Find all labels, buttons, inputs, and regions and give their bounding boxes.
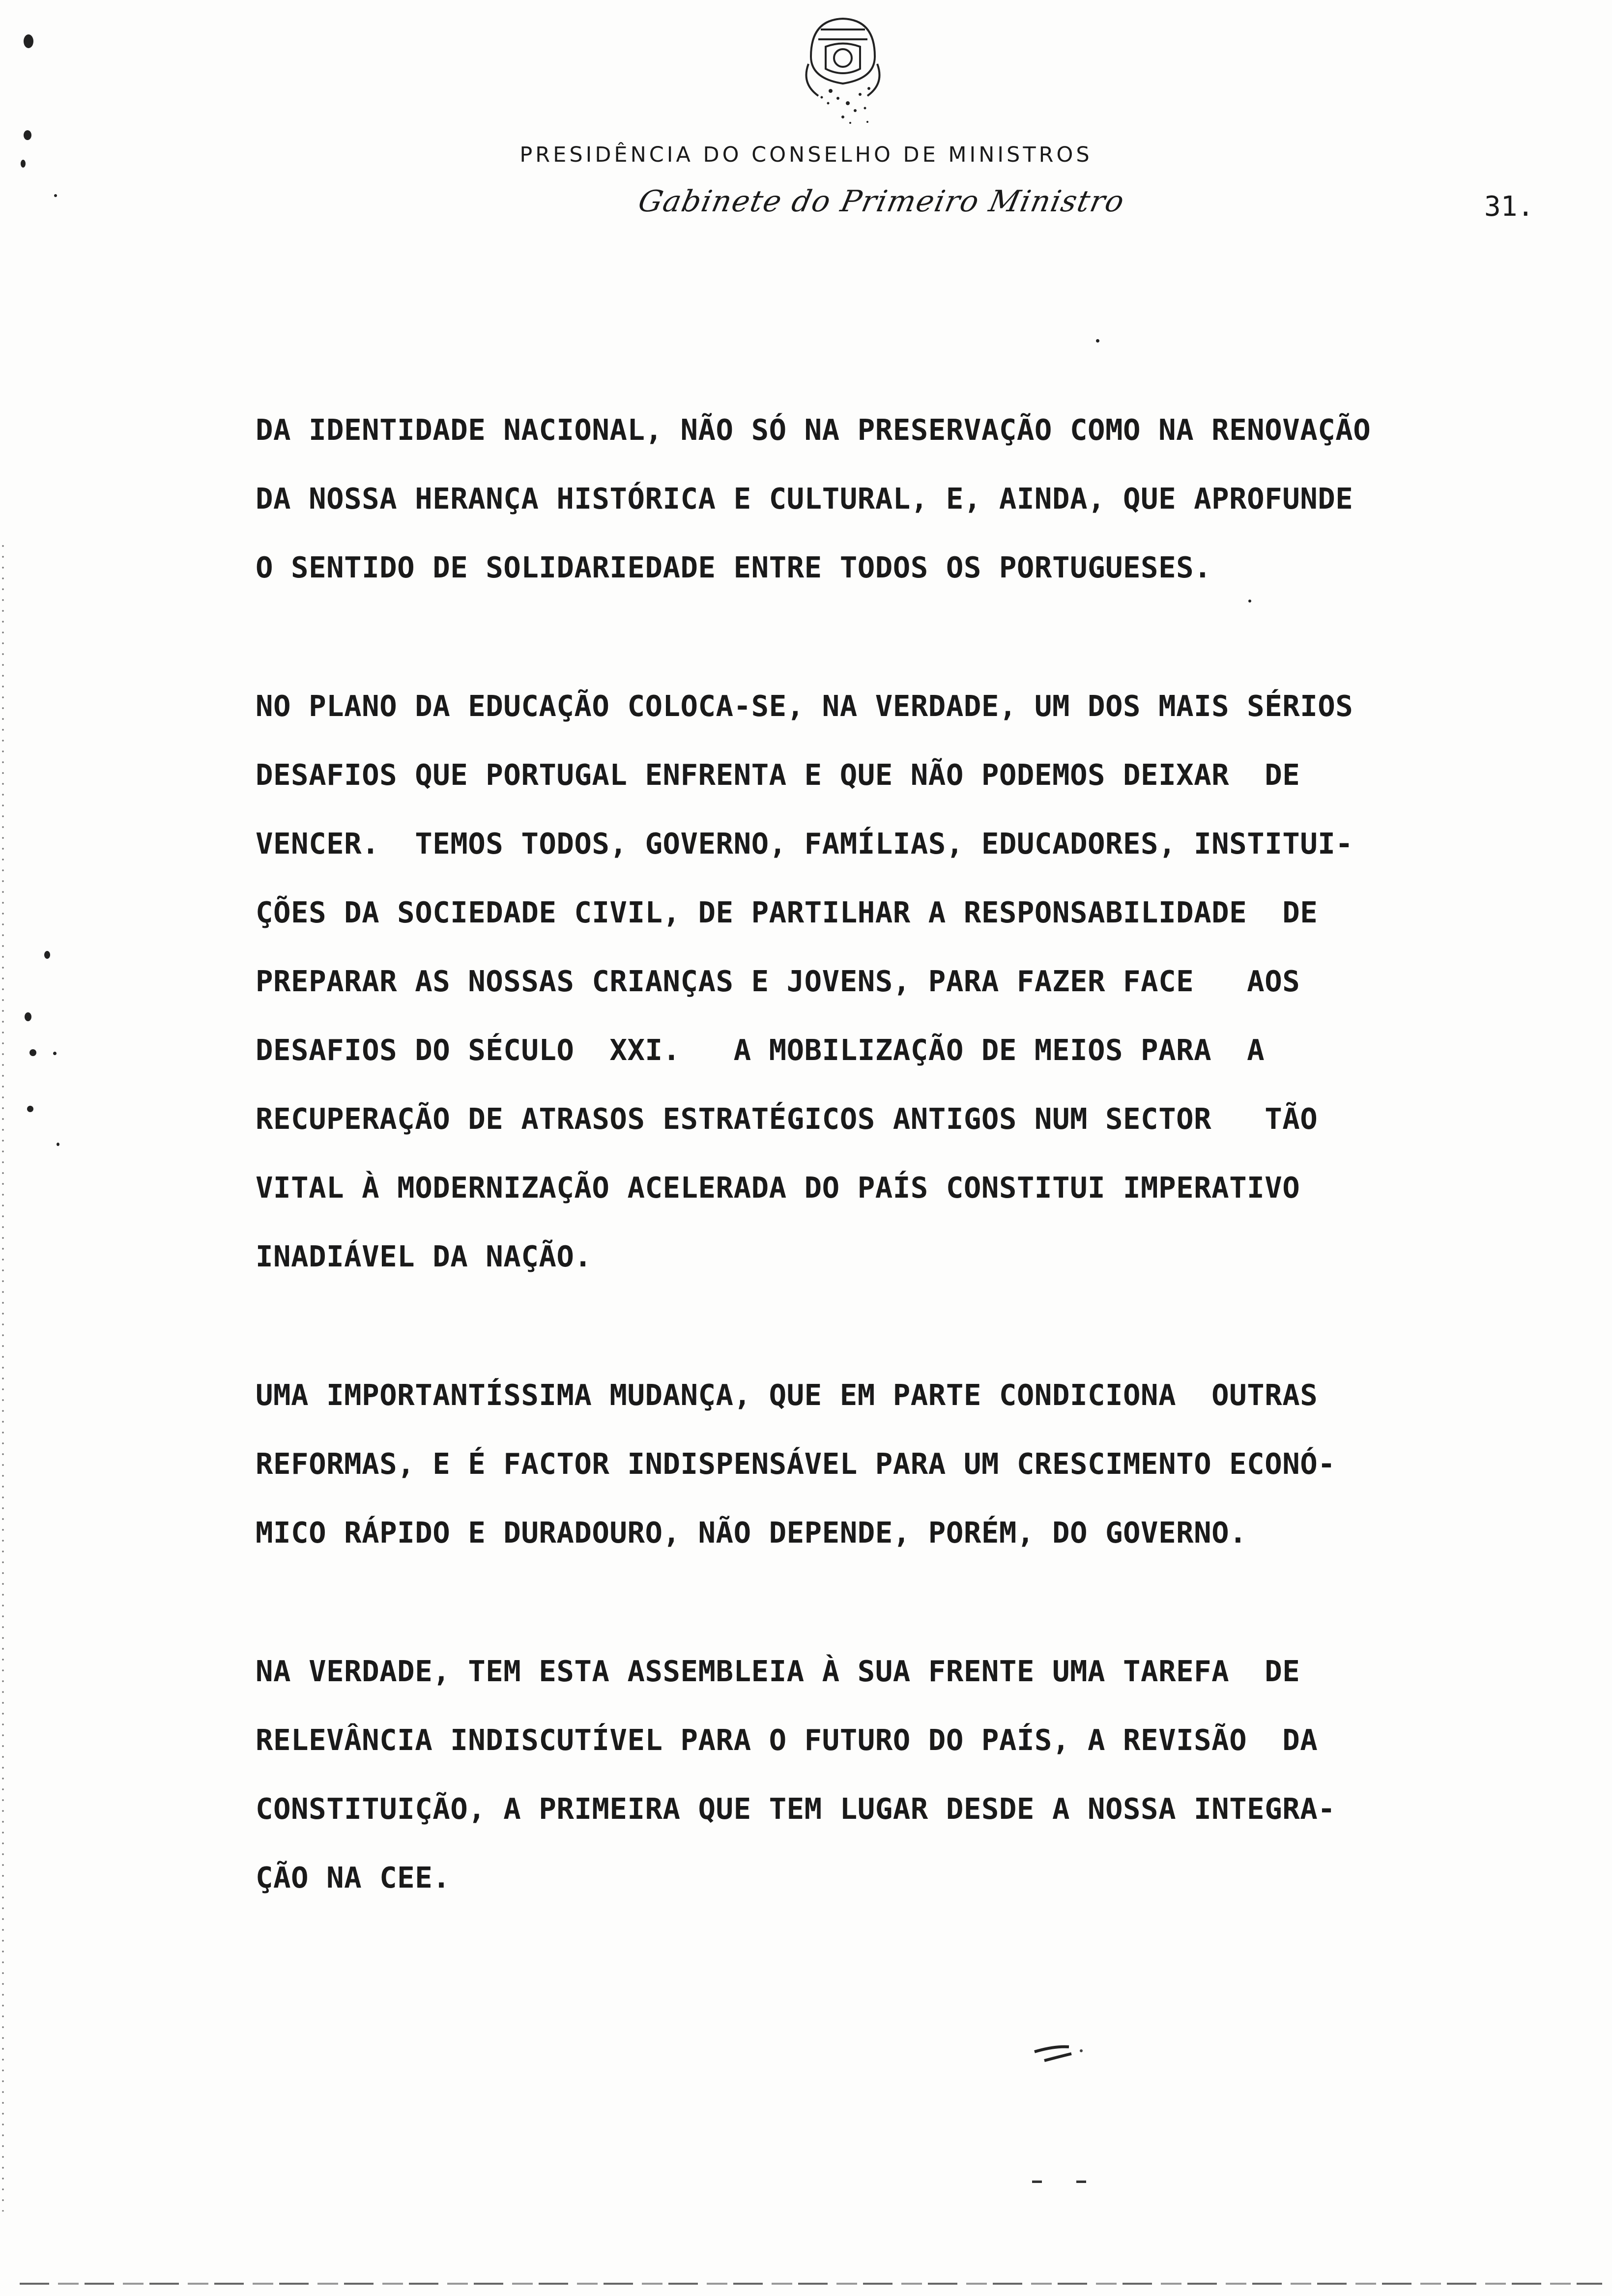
scan-speck <box>29 1049 36 1056</box>
scan-speck <box>24 130 31 140</box>
scan-edge-noise <box>1 541 5 2211</box>
text-line: DA IDENTIDADE NACIONAL, NÃO SÓ NA PRESERVAÇÃO COMO NA RENOVAÇÃO <box>256 413 1371 447</box>
scan-speck <box>1096 339 1099 343</box>
scan-speck <box>54 194 57 197</box>
text-line: ÇÃO NA CEE. <box>256 1861 451 1894</box>
scan-speck <box>57 1143 59 1146</box>
paragraph <box>256 1637 1553 1912</box>
text-line: RECUPERAÇÃO DE ATRASOS ESTRATÉGICOS ANTIGOS NUM SECTOR TÃO <box>256 1102 1318 1136</box>
scan-speck <box>25 1012 31 1021</box>
text-line: UMA IMPORTANTÍSSIMA MUDANÇA, QUE EM PARTE CONDICIONA OUTRAS <box>256 1378 1318 1412</box>
page-bottom-edge <box>20 2283 1602 2285</box>
text-line: NA VERDADE, TEM ESTA ASSEMBLEIA À SUA FRENTE UMA TAREFA DE <box>256 1654 1300 1688</box>
scribble-mark <box>1025 2037 1103 2071</box>
organization-name: PRESIDÊNCIA DO CONSELHO DE MINISTROS <box>519 143 1093 167</box>
footer-dash <box>1076 2181 1086 2183</box>
document-body <box>256 396 1553 1982</box>
scan-speck <box>21 160 26 168</box>
paragraph <box>256 672 1553 1291</box>
text-line: CONSTITUIÇÃO, A PRIMEIRA QUE TEM LUGAR DESDE A NOSSA INTEGRA- <box>256 1792 1336 1826</box>
text-line: O SENTIDO DE SOLIDARIEDADE ENTRE TODOS OS PORTUGUESES. <box>256 550 1212 584</box>
scan-speck <box>53 1052 57 1055</box>
text-line: ÇÕES DA SOCIEDADE CIVIL, DE PARTILHAR A RESPONSABILIDADE DE <box>256 895 1318 929</box>
text-line: DA NOSSA HERANÇA HISTÓRICA E CULTURAL, E, AINDA, QUE APROFUNDE <box>256 482 1353 516</box>
scan-speck <box>24 34 33 48</box>
paragraph <box>256 396 1553 602</box>
text-line: VITAL À MODERNIZAÇÃO ACELERADA DO PAÍS CONSTITUI IMPERATIVO <box>256 1171 1300 1205</box>
scan-speck <box>44 951 50 959</box>
office-name: Gabinete do Primeiro Ministro <box>635 184 1128 219</box>
text-line: NO PLANO DA EDUCAÇÃO COLOCA-SE, NA VERDADE, UM DOS MAIS SÉRIOS <box>256 689 1353 723</box>
coat-of-arms-icon <box>781 10 904 128</box>
text-line: RELEVÂNCIA INDISCUTÍVEL PARA O FUTURO DO PAÍS, A REVISÃO DA <box>256 1723 1318 1757</box>
scan-speck <box>1248 600 1251 603</box>
paragraph <box>256 1361 1553 1567</box>
text-line: PREPARAR AS NOSSAS CRIANÇAS E JOVENS, PARA FAZER FACE AOS <box>256 964 1300 998</box>
text-line: DESAFIOS QUE PORTUGAL ENFRENTA E QUE NÃO PODEMOS DEIXAR DE <box>256 758 1300 792</box>
page-number: 31. <box>1484 191 1534 223</box>
text-line: MICO RÁPIDO E DURADOURO, NÃO DEPENDE, PORÉM, DO GOVERNO. <box>256 1516 1247 1550</box>
text-line: DESAFIOS DO SÉCULO XXI. A MOBILIZAÇÃO DE MEIOS PARA A <box>256 1033 1265 1067</box>
text-line: REFORMAS, E É FACTOR INDISPENSÁVEL PARA UM CRESCIMENTO ECONÓ- <box>256 1447 1336 1481</box>
text-line: VENCER. TEMOS TODOS, GOVERNO, FAMÍLIAS, EDUCADORES, INSTITUI- <box>256 827 1353 861</box>
footer-dash <box>1032 2181 1042 2183</box>
scan-speck <box>27 1106 33 1112</box>
text-line: INADIÁVEL DA NAÇÃO. <box>256 1239 592 1273</box>
